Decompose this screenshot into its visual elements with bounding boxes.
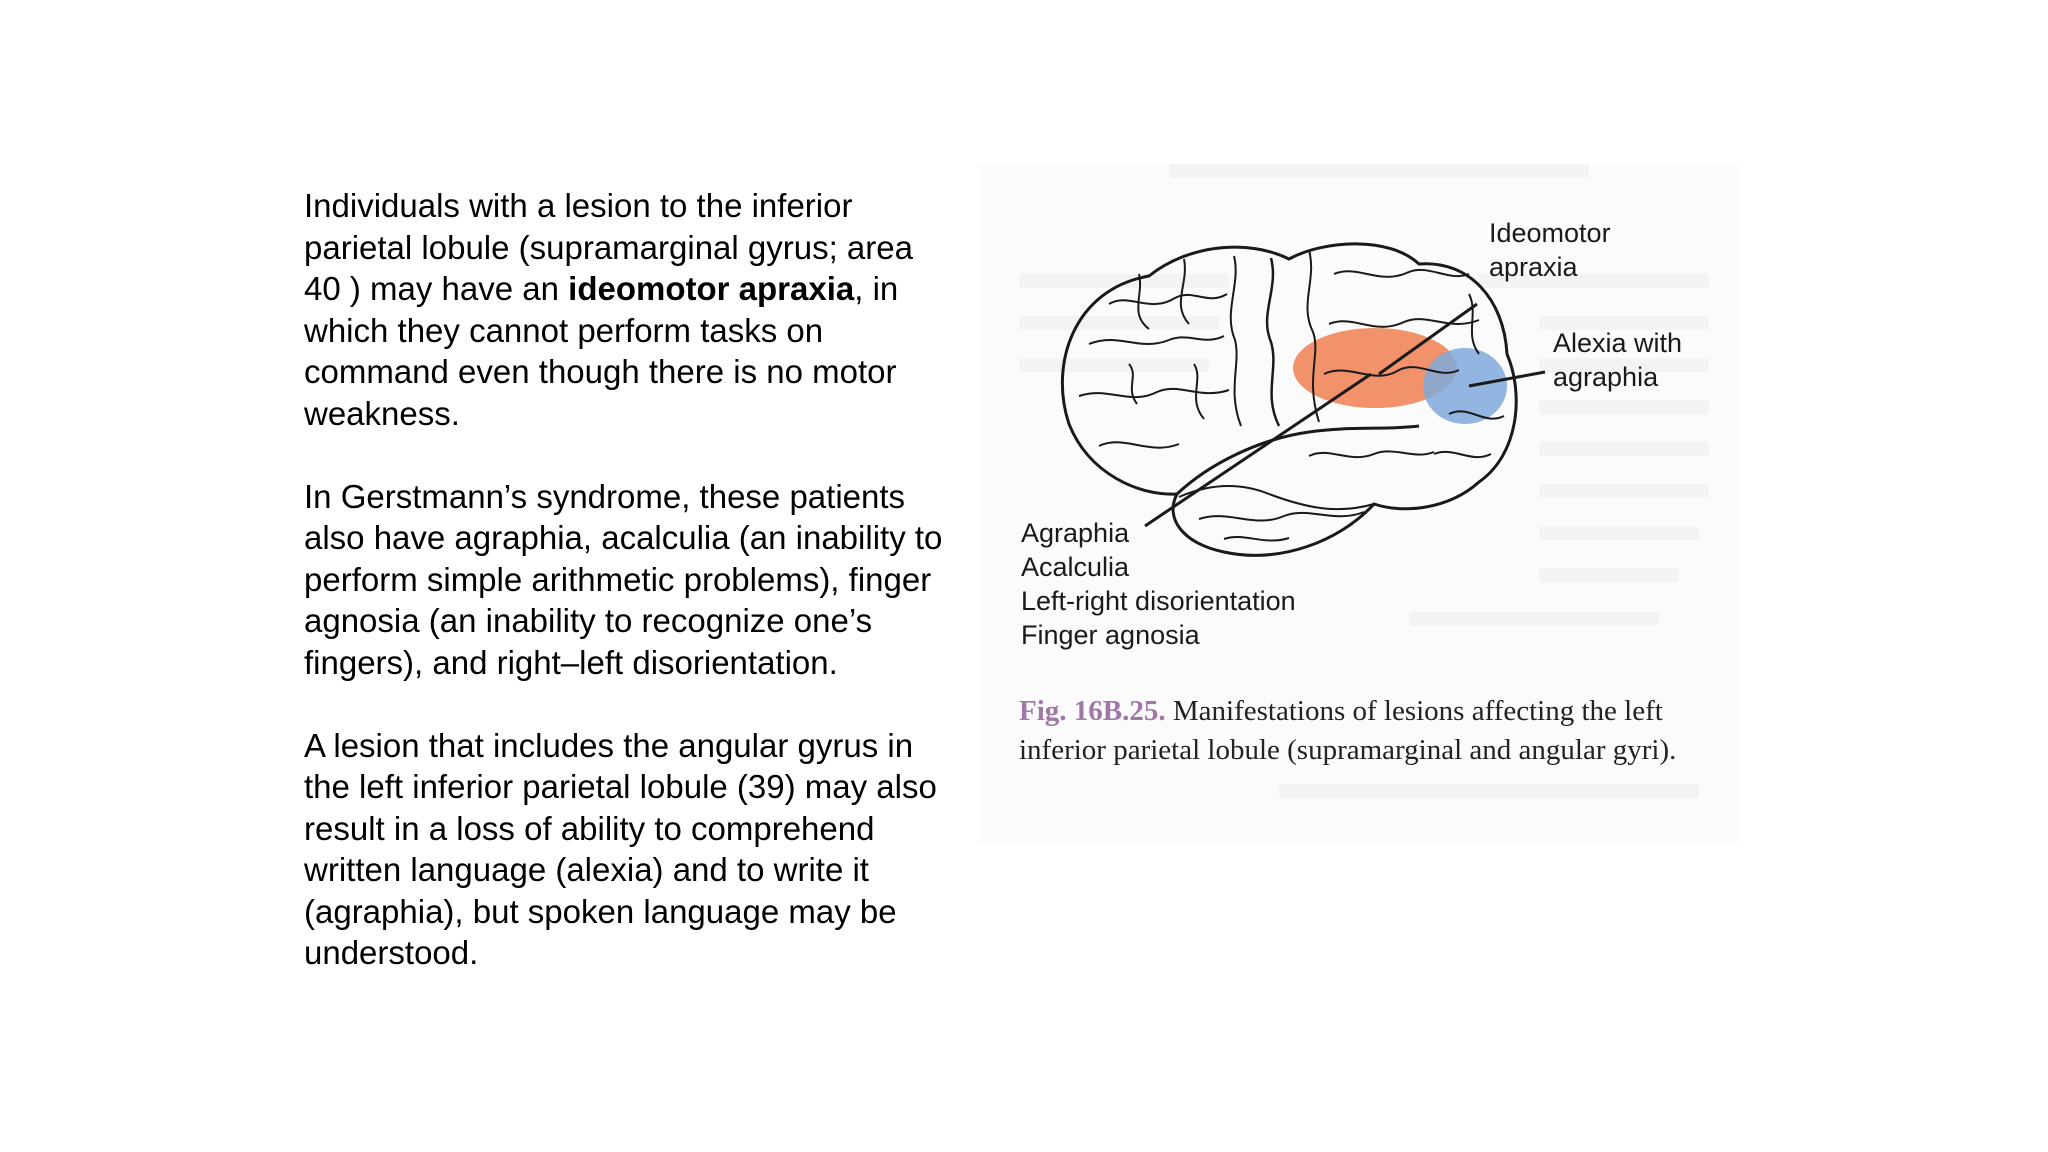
lateral-sulcus	[1177, 426, 1419, 494]
central-sulcus	[1267, 258, 1279, 426]
frontal-gyrus-line	[1099, 442, 1179, 447]
label-alexia-line1: Alexia with	[1553, 328, 1683, 358]
para1-before: Individuals with a lesion to the inferior parietal lobule (supramarginal gyrus; area 40 ) may have an	[304, 187, 913, 307]
text-column	[304, 185, 944, 1015]
frontal-gyrus-line	[1079, 389, 1229, 397]
temporal-lobe-contour	[1179, 486, 1374, 509]
para1-bold-term: ideomotor apraxia	[568, 270, 855, 307]
label-left-right-disorientation: Left-right disorientation	[1021, 586, 1296, 616]
gerstmann-pointer	[1145, 374, 1371, 526]
figure-number: Fig. 16B.25.	[1019, 695, 1166, 727]
parietal-gyrus-line	[1334, 270, 1469, 277]
brain-figure	[979, 164, 1739, 844]
label-agraphia: Agraphia	[1021, 518, 1130, 548]
frontal-gyrus-line	[1109, 294, 1227, 304]
label-alexia-with-agraphia	[1553, 326, 1682, 394]
label-acalculia: Acalculia	[1021, 552, 1130, 582]
label-ideomotor-line2: apraxia	[1489, 252, 1578, 282]
temporal-gyrus-line	[1309, 451, 1434, 457]
caption-text: Manifestations of lesions affecting the left inferior parietal lobule (supramarginal and angular gyri).	[1019, 695, 1677, 766]
frontal-gyrus-line	[1089, 336, 1224, 344]
label-ideomotor-apraxia	[1489, 216, 1611, 284]
paragraph-angular-gyrus: A lesion that includes the angular gyrus in the left inferior parietal lobule (39) may also result in a loss of ability to comprehend written language (alexia) and to write it (agraphia), but spoken language may be understood.	[304, 726, 937, 971]
label-alexia-line2: agraphia	[1553, 362, 1659, 392]
para1-after: , in which they cannot perform tasks on command even though there is no motor weakness.	[304, 270, 899, 432]
paragraph-gerstmann-syndrome: In Gerstmann’s syndrome, these patients also have agraphia, acalculia (an inability to perform simple arithmetic problems), finger agnosia (an inability to recognize one’s fingers), and right–left disorientation.	[304, 477, 943, 681]
label-ideomotor-line1: Ideomotor	[1489, 218, 1611, 248]
label-finger-agnosia: Finger agnosia	[1021, 620, 1200, 650]
precentral-sulcus	[1231, 256, 1241, 426]
paragraph-ideomotor-apraxia	[304, 185, 944, 434]
label-gerstmann-symptoms	[1021, 516, 1296, 652]
figure-caption	[1019, 692, 1719, 770]
